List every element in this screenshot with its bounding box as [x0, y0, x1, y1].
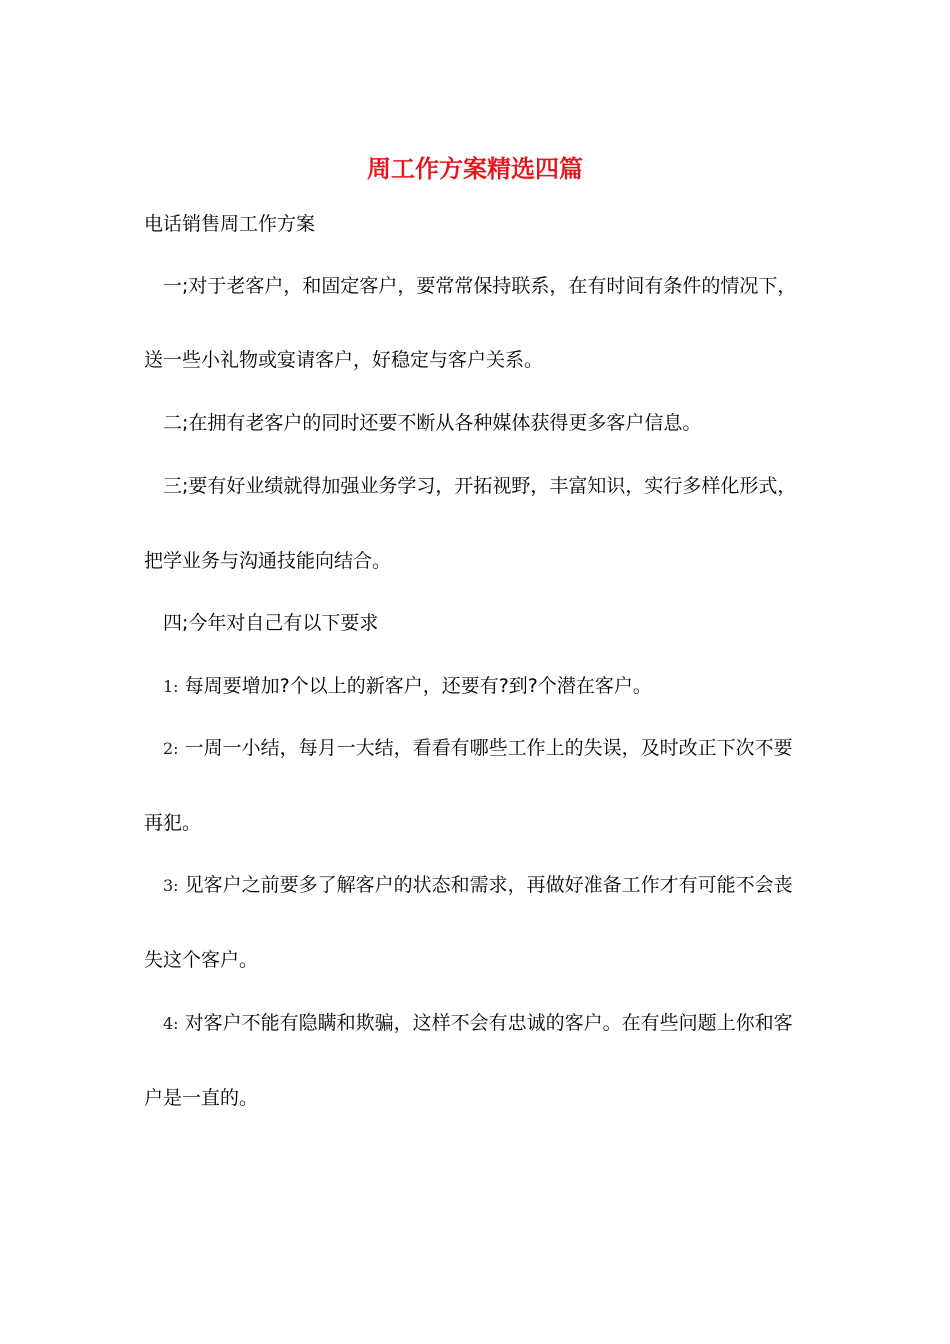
paragraph-1-line-1: 一;对于老客户，和固定客户，要常常保持联系，在有时间有条件的情况下，	[163, 275, 797, 297]
requirement-4-line-2: 户是一直的。	[144, 1087, 259, 1109]
requirement-3-number: 3:	[163, 876, 179, 895]
requirement-2-line-1	[163, 734, 843, 763]
paragraph-4-line-1: 四;今年对自己有以下要求	[163, 612, 379, 634]
paragraph-1-line-2: 送一些小礼物或宴请客户，好稳定与客户关系。	[144, 349, 544, 371]
requirement-4-text: 对客户不能有隐瞒和欺骗，这样不会有忠诚的客户。在有些问题上你和客	[184, 1012, 793, 1034]
requirement-1-number: 1:	[163, 677, 179, 696]
requirement-3-text: 见客户之前要多了解客户的状态和需求，再做好准备工作才有可能不会丧	[184, 874, 793, 896]
requirement-4-number: 4:	[163, 1014, 179, 1033]
requirement-3-line-2: 失这个客户。	[144, 949, 259, 971]
requirement-2-number: 2:	[163, 739, 179, 758]
requirement-2-text: 一周一小结，每月一大结，看看有哪些工作上的失误，及时改正下次不要	[184, 737, 793, 759]
requirement-1-text: 每周要增加?个以上的新客户，还要有?到?个潜在客户。	[184, 675, 652, 697]
paragraph-3-line-1: 三;要有好业绩就得加强业务学习，开拓视野，丰富知识，实行多样化形式，	[163, 475, 797, 497]
requirement-3-line-1	[163, 871, 843, 900]
document-title: 周工作方案精选四篇	[367, 154, 583, 183]
paragraph-3-line-2: 把学业务与沟通技能向结合。	[144, 550, 392, 572]
requirement-2-line-2: 再犯。	[144, 812, 202, 834]
requirement-1-line-1	[163, 672, 843, 701]
requirement-4-line-1	[163, 1009, 843, 1038]
paragraph-2-line-1: 二;在拥有老客户的同时还要不断从各种媒体获得更多客户信息。	[163, 412, 702, 434]
section-heading: 电话销售周工作方案	[144, 213, 316, 235]
